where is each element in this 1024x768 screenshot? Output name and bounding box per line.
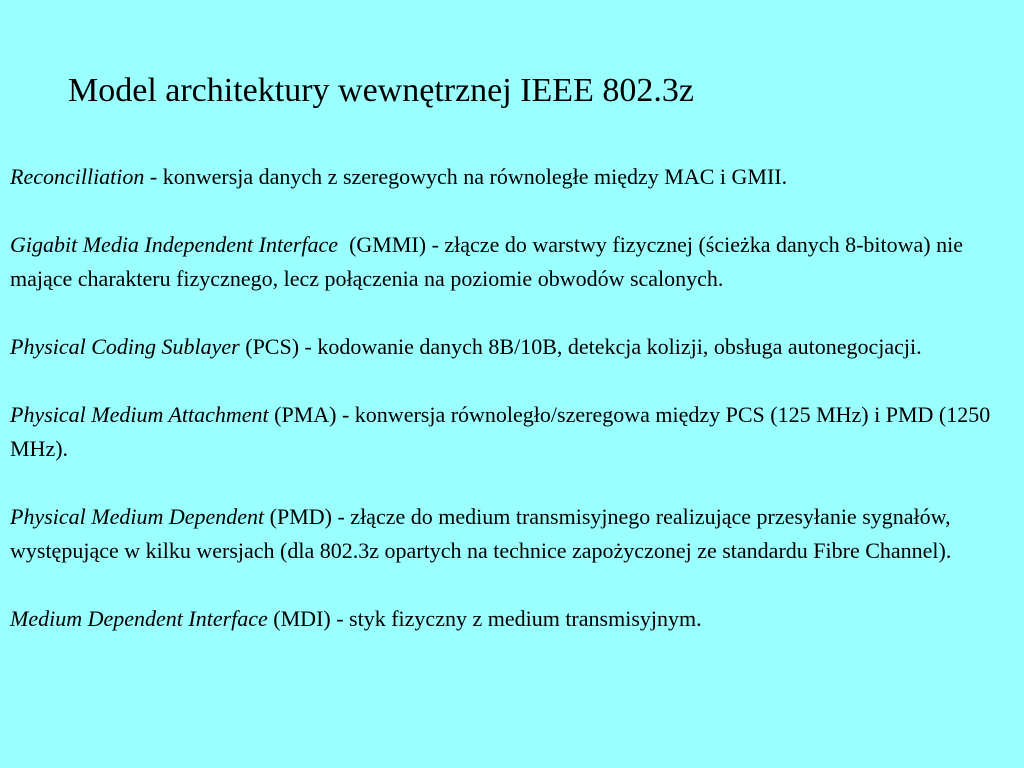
definition-mdi (10, 602, 1018, 636)
definition-description: - konwersja danych z szeregowych na równoległe między MAC i GMII. (144, 164, 788, 189)
definition-term: Reconcilliation (10, 164, 145, 189)
slide-title: Model architektury wewnętrznej IEEE 802.3z (68, 72, 694, 109)
definition-pmd (10, 500, 1018, 568)
definition-term: Physical Medium Dependent (10, 504, 265, 529)
definition-term: Physical Medium Attachment (10, 402, 269, 427)
definition-description: (PMD) - złącze do medium transmisyjnego realizujące przesyłanie sygnałów, występujące w kilku wersjach (dla 802.3z opartych na technice zapożyczonej ze standardu Fibre Channel). (10, 504, 952, 563)
definition-pma (10, 398, 1018, 466)
definition-reconciliation (10, 160, 1018, 194)
definition-description: (PCS) - kodowanie danych 8B/10B, detekcja kolizji, obsługa autonegocjacji. (239, 334, 922, 359)
definition-term: Gigabit Media Independent Interface (10, 232, 339, 257)
definition-term: Physical Coding Sublayer (10, 334, 240, 359)
definition-description: (PMA) - konwersja równoległo/szeregowa między PCS (125 MHz) i PMD (1250 MHz). (10, 402, 991, 461)
definition-gmii (10, 228, 1018, 296)
definition-term: Medium Dependent Interface (10, 606, 268, 631)
definition-description: (GMMI) - złącze do warstwy fizycznej (ścieżka danych 8-bitowa) nie mające charakteru fizycznego, lecz połączenia na poziomie obwodów scalonych. (10, 232, 969, 291)
definition-pcs (10, 330, 1018, 364)
definitions-list (10, 160, 1018, 670)
definition-description: (MDI) - styk fizyczny z medium transmisyjnym. (267, 606, 702, 631)
